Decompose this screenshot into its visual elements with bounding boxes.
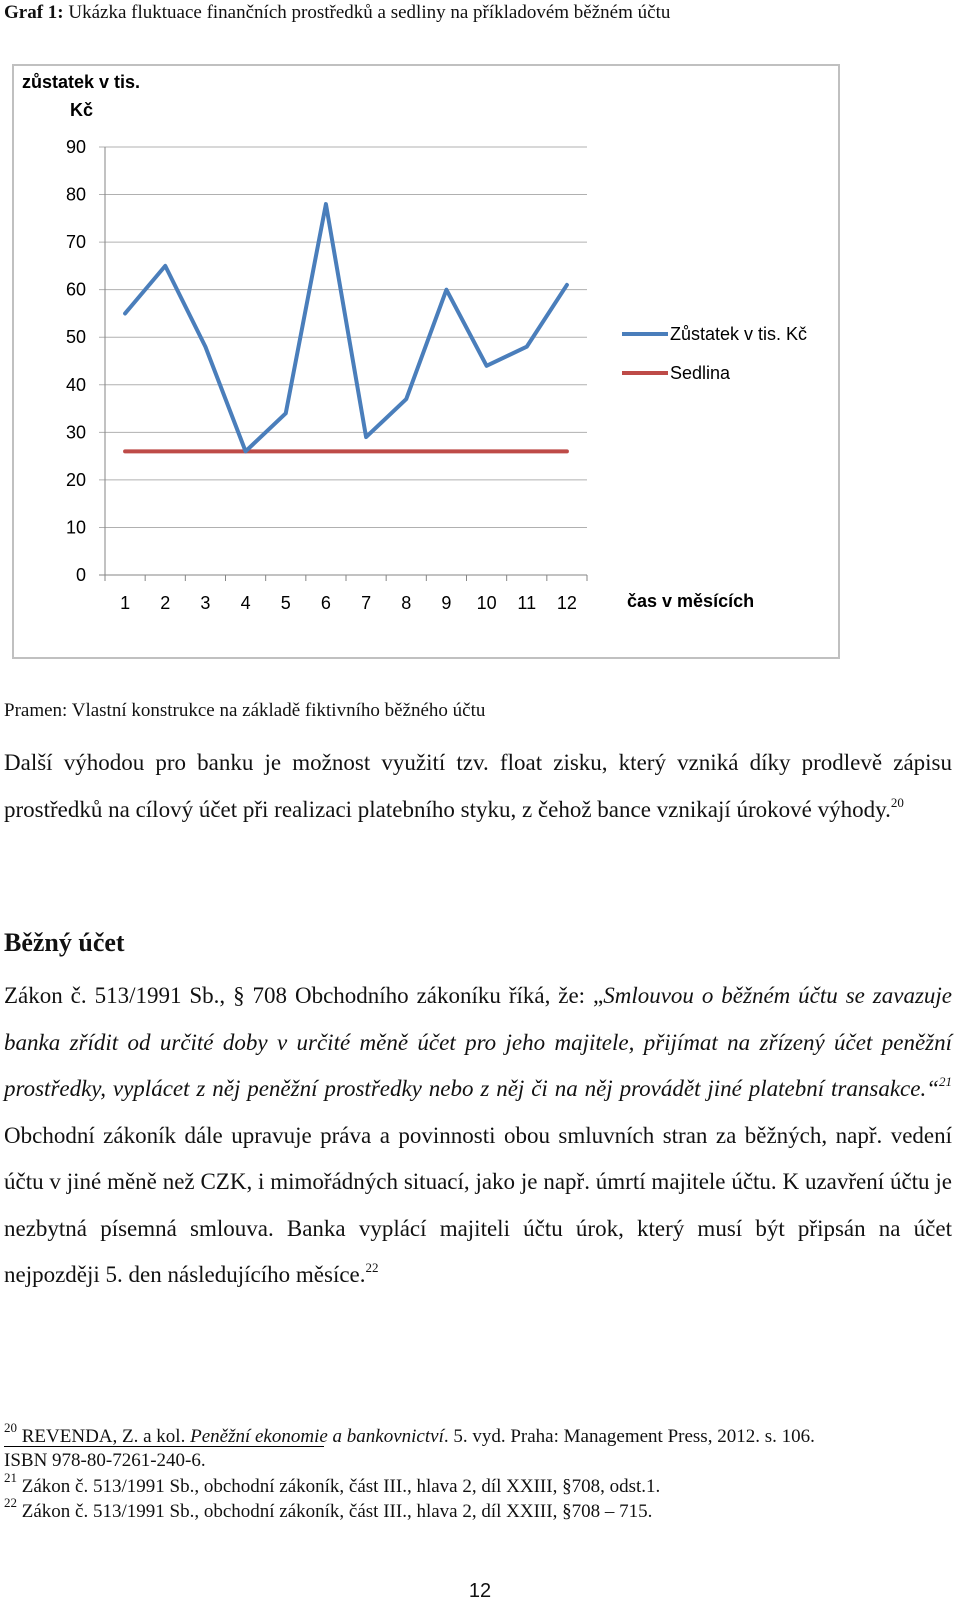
y-tick-label: 60 <box>65 279 86 300</box>
figure-caption-text: Ukázka fluktuace finančních prostředků a sedliny na příkladovém běžném účtu <box>63 2 671 23</box>
x-tick-label: 5 <box>280 593 291 613</box>
y-tick-label: 20 <box>65 469 86 490</box>
line-chart <box>14 66 842 661</box>
legend-label: Sedlina <box>670 363 731 383</box>
x-tick-label: 10 <box>476 593 497 613</box>
legend-label: Zůstatek v tis. Kč <box>670 324 808 344</box>
paragraph-rest: Obchodní zákoník dále upravuje práva a povinnosti obou smluvních stran za běžných, např. vedení účtu v jiné měně než CZK, i mimořádných situací, jako je např. úmrtí majitele účtu. K uzavření účtu je nezbytná písemná smlouva. Banka vyplácí majiteli účtu úrok, který musí být připsán na účet nejpozději 5. den následujícího měsíce. <box>4 1122 952 1287</box>
footnote-text: Zákon č. 513/1991 Sb., obchodní zákoník, část III., hlava 2, díl XXIII, §708, odst.1. <box>17 1476 661 1497</box>
paragraph-intro: Zákon č. 513/1991 Sb., § 708 Obchodního zákoníku říká, že: „ <box>4 983 604 1008</box>
footnote-book-title: Peněžní ekonomie a bankovnictví <box>190 1426 444 1447</box>
footnote-20-line2: ISBN 978-80-7261-240-6. <box>4 1450 206 1471</box>
x-tick-label: 11 <box>517 593 537 613</box>
footnote-number: 20 <box>4 1420 17 1435</box>
figure-caption <box>4 2 670 24</box>
x-tick-label: 9 <box>441 593 452 613</box>
footnote-text: Zákon č. 513/1991 Sb., obchodní zákoník, část III., hlava 2, díl XXIII, §708 – 715. <box>17 1501 653 1522</box>
footnote-ref-20: 20 <box>890 794 904 810</box>
x-tick-label: 2 <box>160 593 171 613</box>
figure-caption-label: Graf 1: <box>4 2 64 23</box>
paragraph-current-account <box>4 973 952 1299</box>
footnote-20 <box>4 1420 815 1448</box>
y-tick-label: 30 <box>65 422 86 443</box>
page-number: 12 <box>468 1580 492 1602</box>
footnote-ref-22: 22 <box>365 1260 379 1275</box>
x-tick-label: 3 <box>200 593 211 613</box>
section-heading: Běžný účet <box>4 928 125 957</box>
x-tick-label: 8 <box>401 593 412 613</box>
footnote-ref-21 <box>939 1074 952 1089</box>
footnote-text: . 5. vyd. Praha: Management Press, 2012. s. 106. <box>443 1426 815 1447</box>
footnote-text: REVENDA, Z. a kol. <box>17 1426 191 1447</box>
chart-frame <box>12 64 840 659</box>
y-tick-label: 50 <box>65 327 86 348</box>
y-axis-label-unit: Kč <box>70 100 94 120</box>
x-axis-label: čas v měsících <box>627 591 755 611</box>
paragraph-float-text: Další výhodou pro banku je možnost využití tzv. float zisku, který vzniká díky prodlevě zápisu prostředků na cílový účet při realizaci platebního styku, z čehož bance vznikají úrokové výhody. <box>4 750 952 822</box>
quote-close: “ <box>926 1076 939 1101</box>
footnote-21 <box>4 1470 661 1498</box>
x-tick-label: 4 <box>240 593 251 613</box>
y-tick-label: 70 <box>65 232 86 253</box>
footnote-ref-21-num: 21 <box>939 1074 952 1089</box>
series-line-balance <box>125 204 567 451</box>
law-quote: Smlouvou o běžném účtu se zavazuje banka zřídit od určité doby v určité měně účet pro jeho majitele, přijímat na zřízený účet peněžní prostředky, vyplácet z něj peněžní prostředky nebo z něj či na něj provádět jiné platební transakce. <box>4 983 953 1101</box>
x-tick-label: 1 <box>120 593 131 613</box>
x-tick-label: 7 <box>361 593 372 613</box>
y-tick-label: 0 <box>75 565 86 585</box>
y-tick-label: 10 <box>65 517 86 538</box>
y-tick-label: 90 <box>65 137 86 157</box>
footnote-number: 21 <box>4 1470 17 1485</box>
x-tick-label: 6 <box>320 593 331 613</box>
y-axis-label: zůstatek v tis. <box>22 72 141 92</box>
paragraph-float <box>4 740 952 833</box>
y-tick-label: 80 <box>65 184 86 205</box>
footnote-number: 22 <box>4 1495 17 1510</box>
figure-source: Pramen: Vlastní konstrukce na základě fiktivního běžného účtu <box>4 700 486 721</box>
footnote-22 <box>4 1495 653 1523</box>
y-tick-label: 40 <box>65 374 86 395</box>
x-tick-label: 12 <box>556 593 577 613</box>
